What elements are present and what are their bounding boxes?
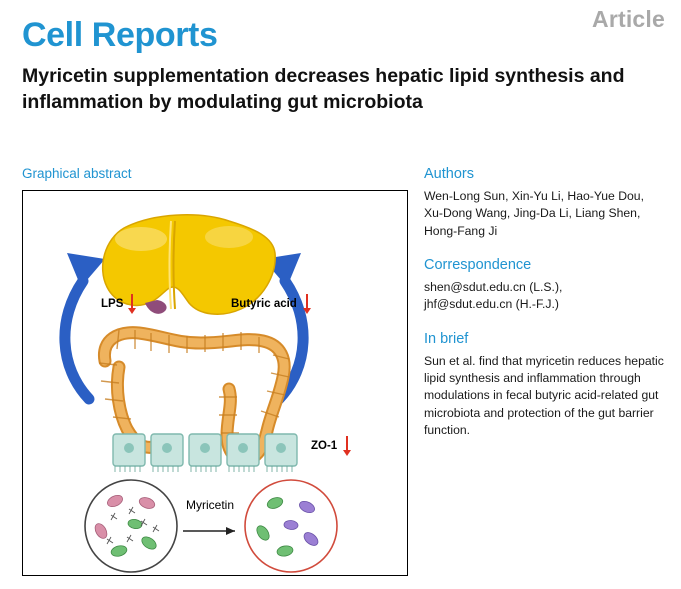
- correspondence-email-1[interactable]: shen@sdut.edu.cn (L.S.),: [424, 279, 563, 294]
- graphical-abstract-illustration: [23, 191, 406, 574]
- spacer: [424, 314, 664, 331]
- epithelial-cells-icon: [113, 434, 297, 472]
- in-brief-text: Sun et al. find that myricetin reduces hepatic lipid synthesis and inflammation through modulations in fecal butyric acid-related gut microbiota and protection of the gut barrier function.: [424, 353, 664, 437]
- authors-heading: Authors: [424, 166, 474, 182]
- zo1-up-arrow-icon: [346, 436, 348, 452]
- page-title: Myricetin supplementation decreases hepatic lipid synthesis and inflammation by modulating gut microbiota: [22, 65, 625, 113]
- annotation-myricetin: Myricetin: [186, 498, 235, 512]
- article-type-tag: Article: [592, 6, 665, 32]
- annotation-butyric-acid: Butyric acid: [231, 298, 297, 310]
- annotation-zo1: ZO-1: [311, 440, 338, 452]
- journal-title: Cell Reports: [22, 16, 218, 54]
- authors-list: Wen-Long Sun, Xin-Yu Li, Hao-Yue Dou, Xu-Dong Wang, Jing-Da Li, Liang Shen, Hong-Fang Ji: [424, 189, 644, 238]
- microbiota-diagram-icon: [85, 480, 337, 572]
- in-brief-heading: In brief: [424, 330, 469, 347]
- graphical-abstract-label: Graphical abstract: [22, 166, 132, 181]
- correspondence-email-2[interactable]: jhf@sdut.edu.cn (H.-F.J.): [424, 297, 559, 312]
- annotation-lps: LPS: [101, 298, 124, 310]
- graphical-abstract-figure: [22, 190, 408, 576]
- article-metadata-column: [424, 166, 664, 439]
- correspondence-heading: Correspondence: [424, 256, 532, 273]
- lps-down-arrow-icon: [131, 294, 133, 310]
- spacer: [424, 240, 664, 257]
- butyric-acid-up-arrow-icon: [306, 294, 308, 310]
